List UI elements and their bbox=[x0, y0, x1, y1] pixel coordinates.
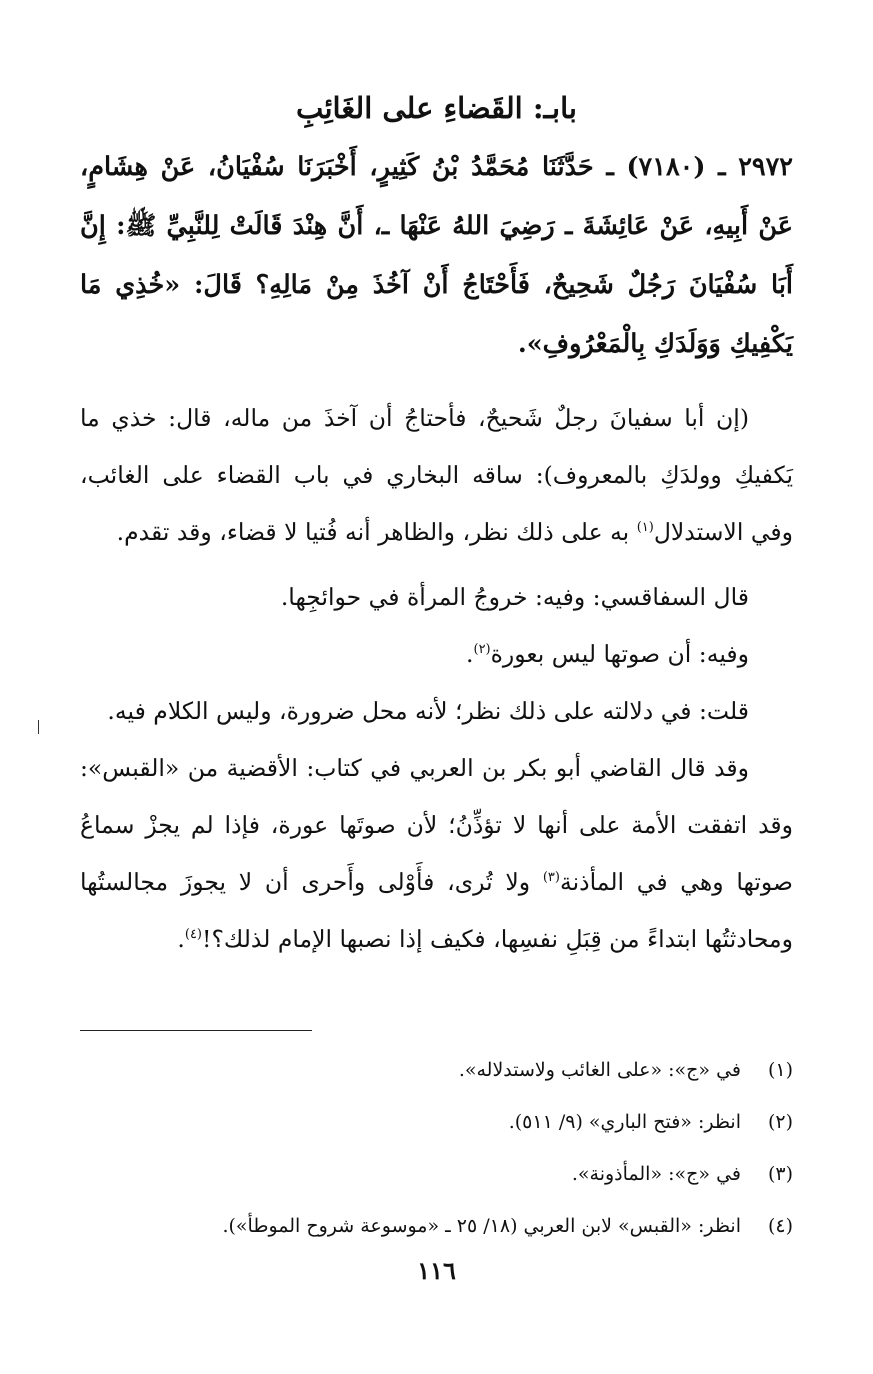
commentary-text: . bbox=[466, 640, 474, 668]
footnote-ref[interactable]: (٢) bbox=[473, 642, 491, 658]
commentary-text: . bbox=[177, 925, 185, 953]
footnote-text: في «ج»: «على الغائب ولاستدلاله». bbox=[458, 1059, 741, 1081]
footnote-number: (١) bbox=[767, 1059, 793, 1081]
footnote-number: (٢) bbox=[767, 1111, 793, 1133]
commentary bbox=[80, 390, 793, 968]
footnote-text: انظر: «القبس» لابن العربي (١٨/ ٢٥ ـ «موسوعة شروح الموطأ»). bbox=[222, 1215, 741, 1237]
footnote-text: انظر: «فتح الباري» (٩/ ٥١١). bbox=[508, 1111, 741, 1133]
hadith-text: ٢٩٧٢ ـ (٧١٨٠) ـ حَدَّثَنَا مُحَمَّدُ بْنُ كَثِيرٍ، أَخْبَرَنَا سُفْيَانُ، عَنْ هِشَامٍ، عَنْ أَبِيهِ، عَنْ عَائِشَةَ ـ رَضِيَ اللهُ عَنْهَا ـ، أَنَّ هِنْدَ قَالَتْ لِلنَّبِيِّ ﷺ: إِنَّ أَبَا سُفْيَانَ رَجُلٌ شَحِيحٌ، فَأَحْتَاجُ أَنْ آخُذَ مِنْ مَالِهِ؟ قَالَ: «خُذِي مَا يَكْفِيكِ وَوَلَدَكِ بِالْمَعْرُوفِ». bbox=[80, 152, 793, 359]
footnote-item bbox=[80, 1148, 793, 1200]
commentary-paragraph: قلت: في دلالته على ذلك نظر؛ لأنه محل ضرورة، وليس الكلام فيه. bbox=[107, 697, 749, 725]
page-number: ١١٦ bbox=[417, 1256, 456, 1285]
commentary-text: به على ذلك نظر، والظاهر أنه فُتيا لا قضاء، وقد تقدم. bbox=[116, 518, 637, 546]
chapter-title: بابـ: القَضاءِ على الغَائِبِ bbox=[296, 91, 577, 125]
margin-mark bbox=[38, 720, 39, 734]
commentary-paragraph bbox=[80, 740, 793, 968]
footnotes bbox=[80, 1044, 793, 1252]
footnote-item bbox=[80, 1096, 793, 1148]
commentary-text: ولا تُرى، فأَوْلى وأَحرى أن لا يجوزَ مجالستُها ومحادثتُها ابتداءً من قِبَلِ نفسِها، فكيف إذا نصبها الإمام لذلك؟! bbox=[80, 868, 793, 953]
footnote-number: (٤) bbox=[767, 1215, 793, 1237]
footnote-text: في «ج»: «المأذونة». bbox=[571, 1163, 741, 1185]
footnote-number: (٣) bbox=[767, 1163, 793, 1185]
commentary-text: (إن أبا سفيانَ رجلٌ شَحيحٌ، فأحتاجُ أن آخذَ من ماله، قال: خذي ما يَكفيكِ وولدَكِ بالمعروف): ساقه البخاري في باب القضاء على الغائب، وفي الاستدلال bbox=[80, 404, 793, 546]
commentary-paragraph: قال السفاقسي: وفيه: خروجُ المرأة في حوائجِها. bbox=[280, 583, 749, 611]
commentary-paragraph bbox=[80, 626, 793, 683]
footnote-ref[interactable]: (٤) bbox=[184, 927, 202, 943]
commentary-text: وفيه: أن صوتها ليس بعورة bbox=[490, 640, 749, 668]
footnote-ref[interactable]: (٣) bbox=[542, 870, 560, 886]
footnote-divider bbox=[80, 1030, 312, 1031]
book-page bbox=[80, 82, 793, 1314]
footnote-item bbox=[80, 1200, 793, 1252]
commentary-paragraph bbox=[80, 390, 793, 561]
footnote-item bbox=[80, 1044, 793, 1096]
commentary-text: وقد قال القاضي أبو بكر بن العربي في كتاب: الأقضية من «القبس»: وقد اتفقت الأمة على أنها لا تؤذِّنُ؛ لأن صوتَها عورة، فإذا لم يجزْ سماعُ صوتها وهي في المأذنة bbox=[80, 754, 793, 896]
footnote-ref[interactable]: (١) bbox=[636, 520, 654, 536]
